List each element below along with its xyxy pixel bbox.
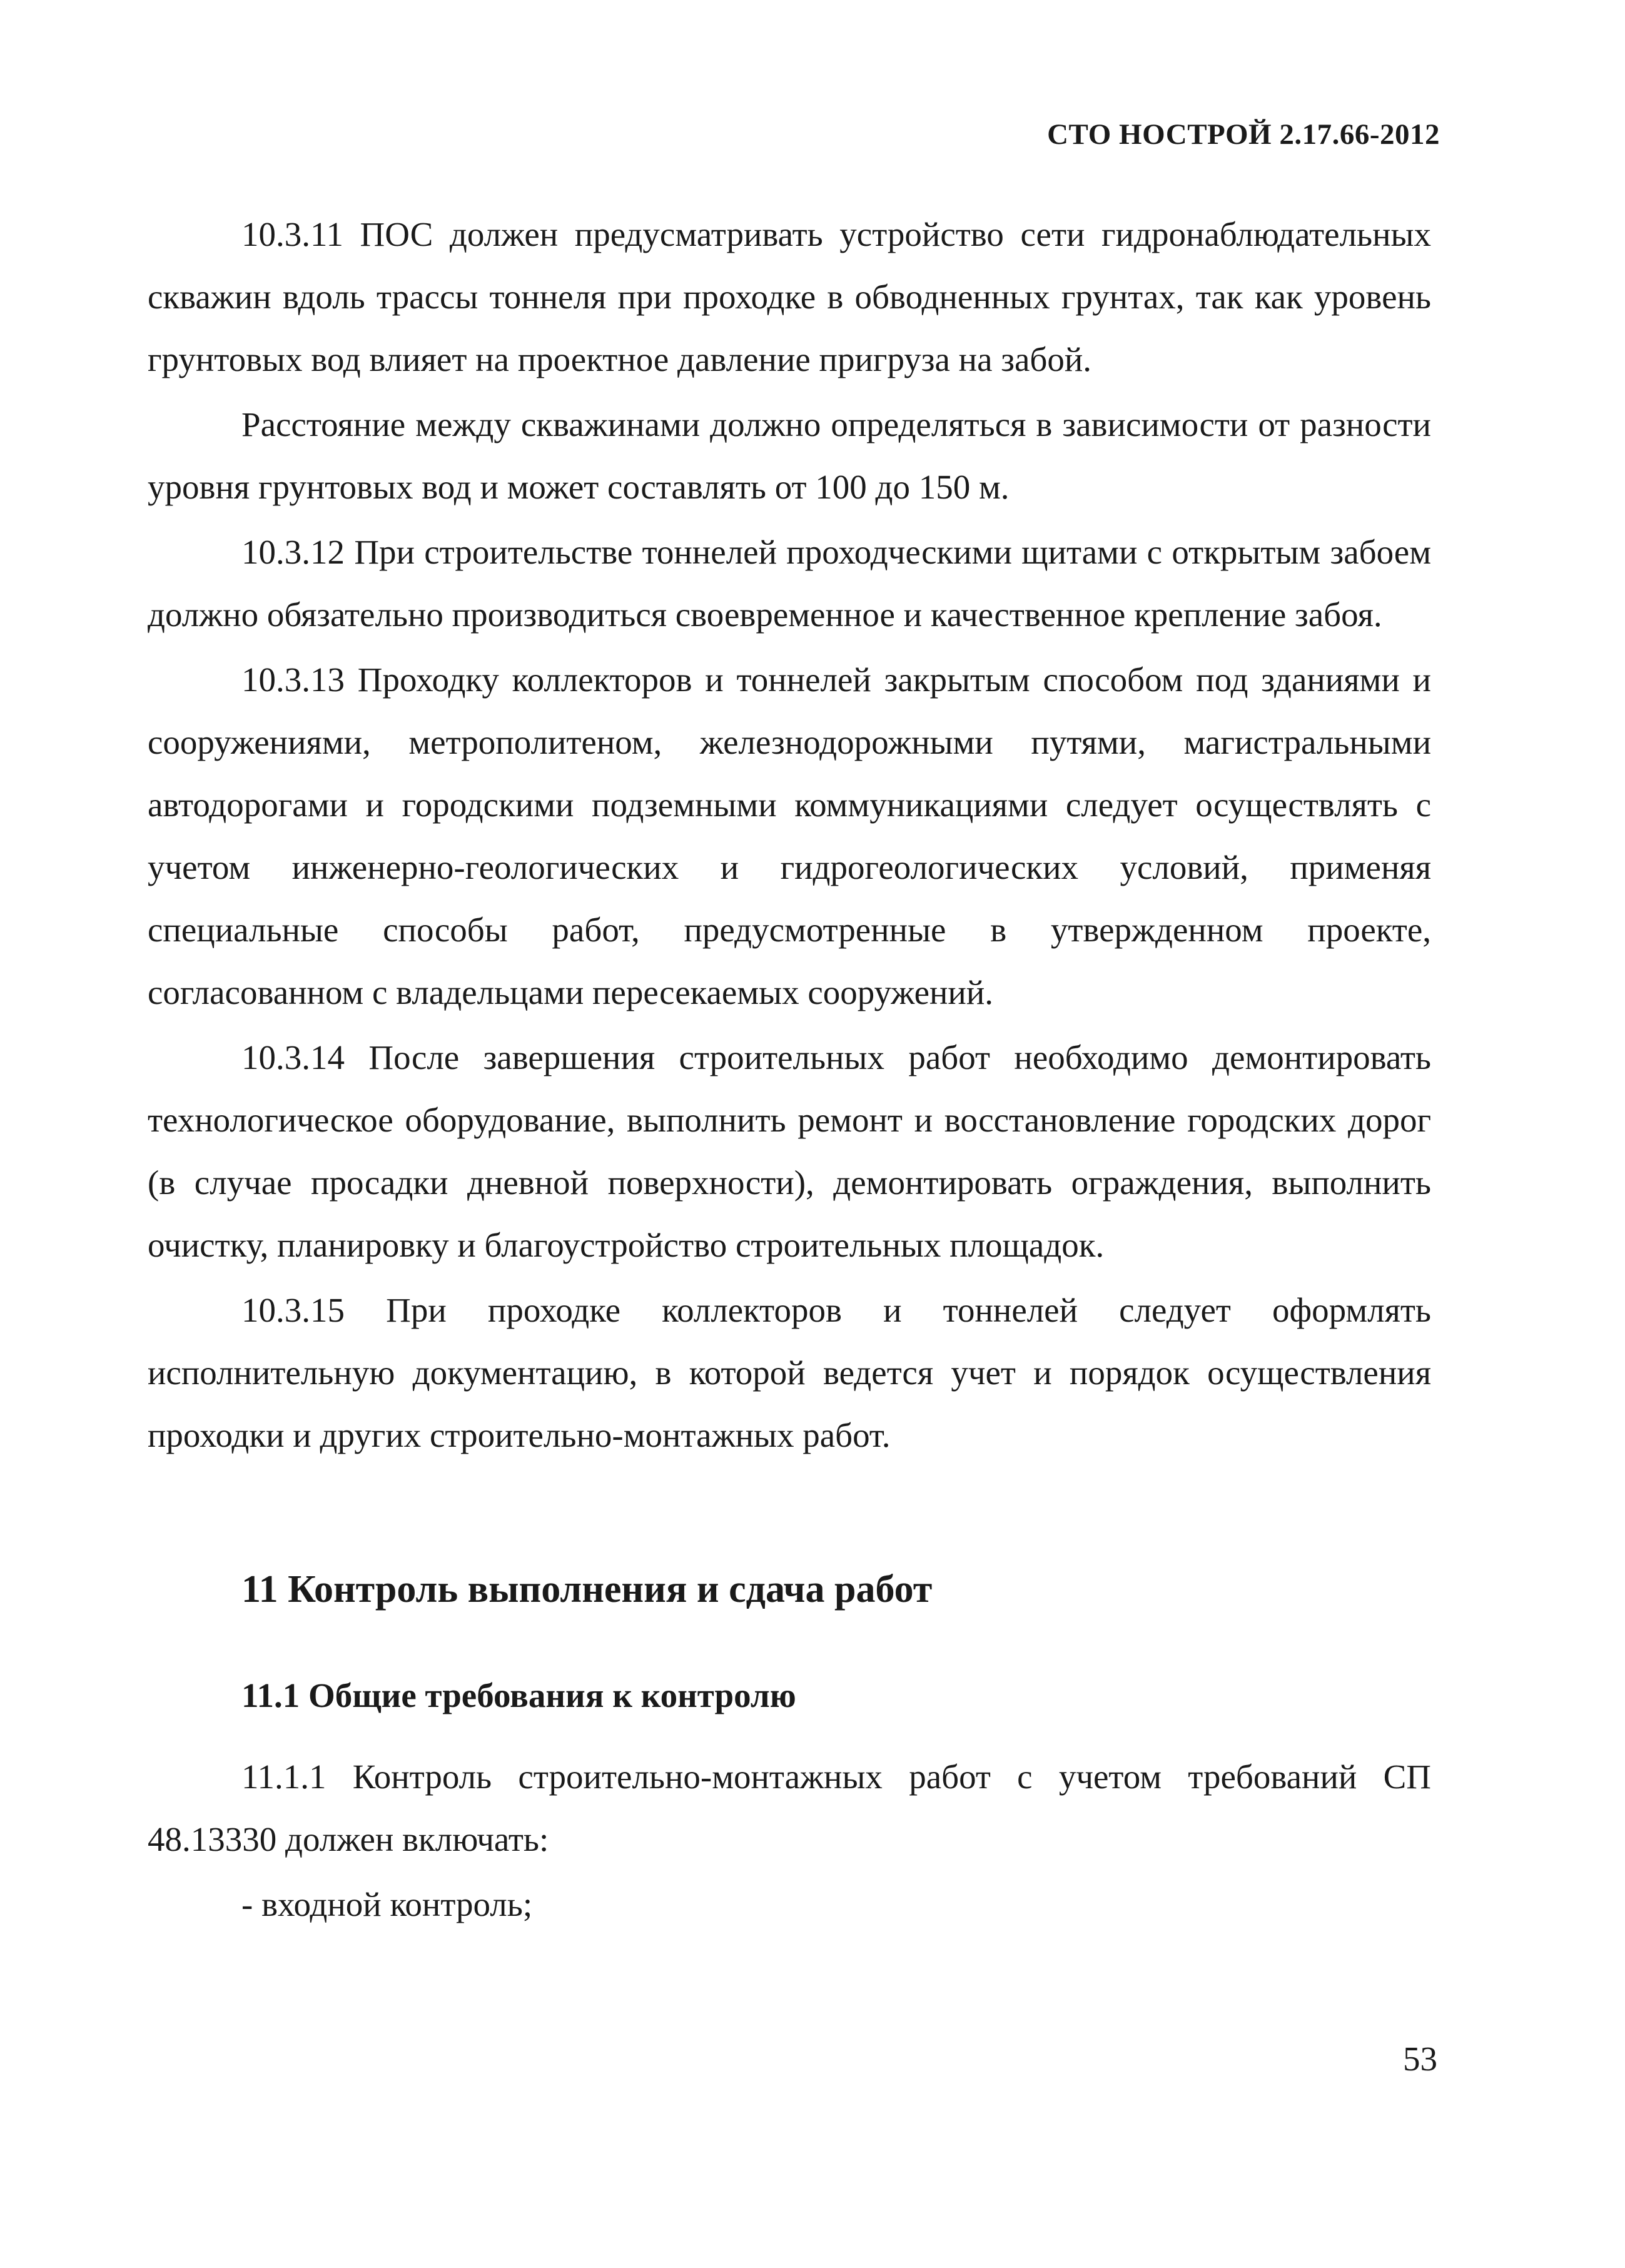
paragraph-text: После завершения строительных работ необходимо демонтировать технологическое оборудование, выполнить ремонт и восстановление городских дорог (в случае просадки дневной поверхности), демонтировать ограждения, выполнить очистку, планировку и благоустройство строительных площадок. — [148, 1038, 1431, 1264]
paragraph-11-1-1 — [148, 1746, 1431, 1871]
paragraph-text: ПОС должен предусматривать устройство сети гидронаблюдательных скважин вдоль трассы тоннеля при проходке в обводненных грунтах, так как уровень грунтовых вод влияет на проектное давление пригруза на забой. — [148, 215, 1431, 378]
list-item: - входной контроль; — [241, 1885, 533, 1923]
page-number: 53 — [1403, 2040, 1437, 2078]
clause-number: 10.3.13 — [241, 661, 345, 699]
paragraph-text: Расстояние между скважинами должно определяться в зависимости от разности уровня грунтовых вод и может составлять от 100 до 150 м. — [148, 405, 1431, 506]
subsection-heading: 11.1 Общие требования к контролю — [241, 1676, 796, 1714]
paragraph-text: При проходке коллекторов и тоннелей следует оформлять исполнительную документацию, в которой ведется учет и порядок осуществления проходки и других строительно-монтажных работ. — [148, 1291, 1432, 1454]
clause-number: 10.3.12 — [241, 533, 345, 571]
clause-number: 11.1.1 — [241, 1758, 327, 1796]
clause-number: 10.3.11 — [241, 215, 343, 253]
section-heading: 11 Контроль выполнения и сдача работ — [241, 1568, 933, 1611]
clause-number: 10.3.15 — [241, 1291, 345, 1329]
page-content — [148, 203, 1431, 1936]
clause-number: 10.3.14 — [241, 1038, 345, 1076]
paragraph-10-3-12 — [148, 521, 1431, 646]
paragraph-text: При строительстве тоннелей проходческими щитами с открытым забоем должно обязательно производиться своевременное и качественное крепление забоя. — [148, 533, 1431, 634]
paragraph-10-3-11 — [148, 203, 1431, 391]
paragraph-10-3-14 — [148, 1026, 1431, 1277]
paragraph-text: Проходку коллекторов и тоннелей закрытым способом под зданиями и сооружениями, метрополитеном, железнодорожными путями, магистральными автодорогами и городскими подземными коммуникациями следует осуществлять с учетом инженерно-геологических и гидрогеологических условий, применяя специальные способы работ, предусмотренные в утвержденном проекте, согласованном с владельцами пересекаемых сооружений. — [148, 661, 1431, 1011]
paragraph-10-3-15 — [148, 1279, 1431, 1467]
paragraph-10-3-13 — [148, 649, 1431, 1024]
document-header: СТО НОСТРОЙ 2.17.66-2012 — [1047, 118, 1440, 151]
paragraph-distance — [148, 393, 1431, 519]
paragraph-text: Контроль строительно-монтажных работ с учетом требований СП 48.13330 должен включать: — [148, 1758, 1432, 1858]
